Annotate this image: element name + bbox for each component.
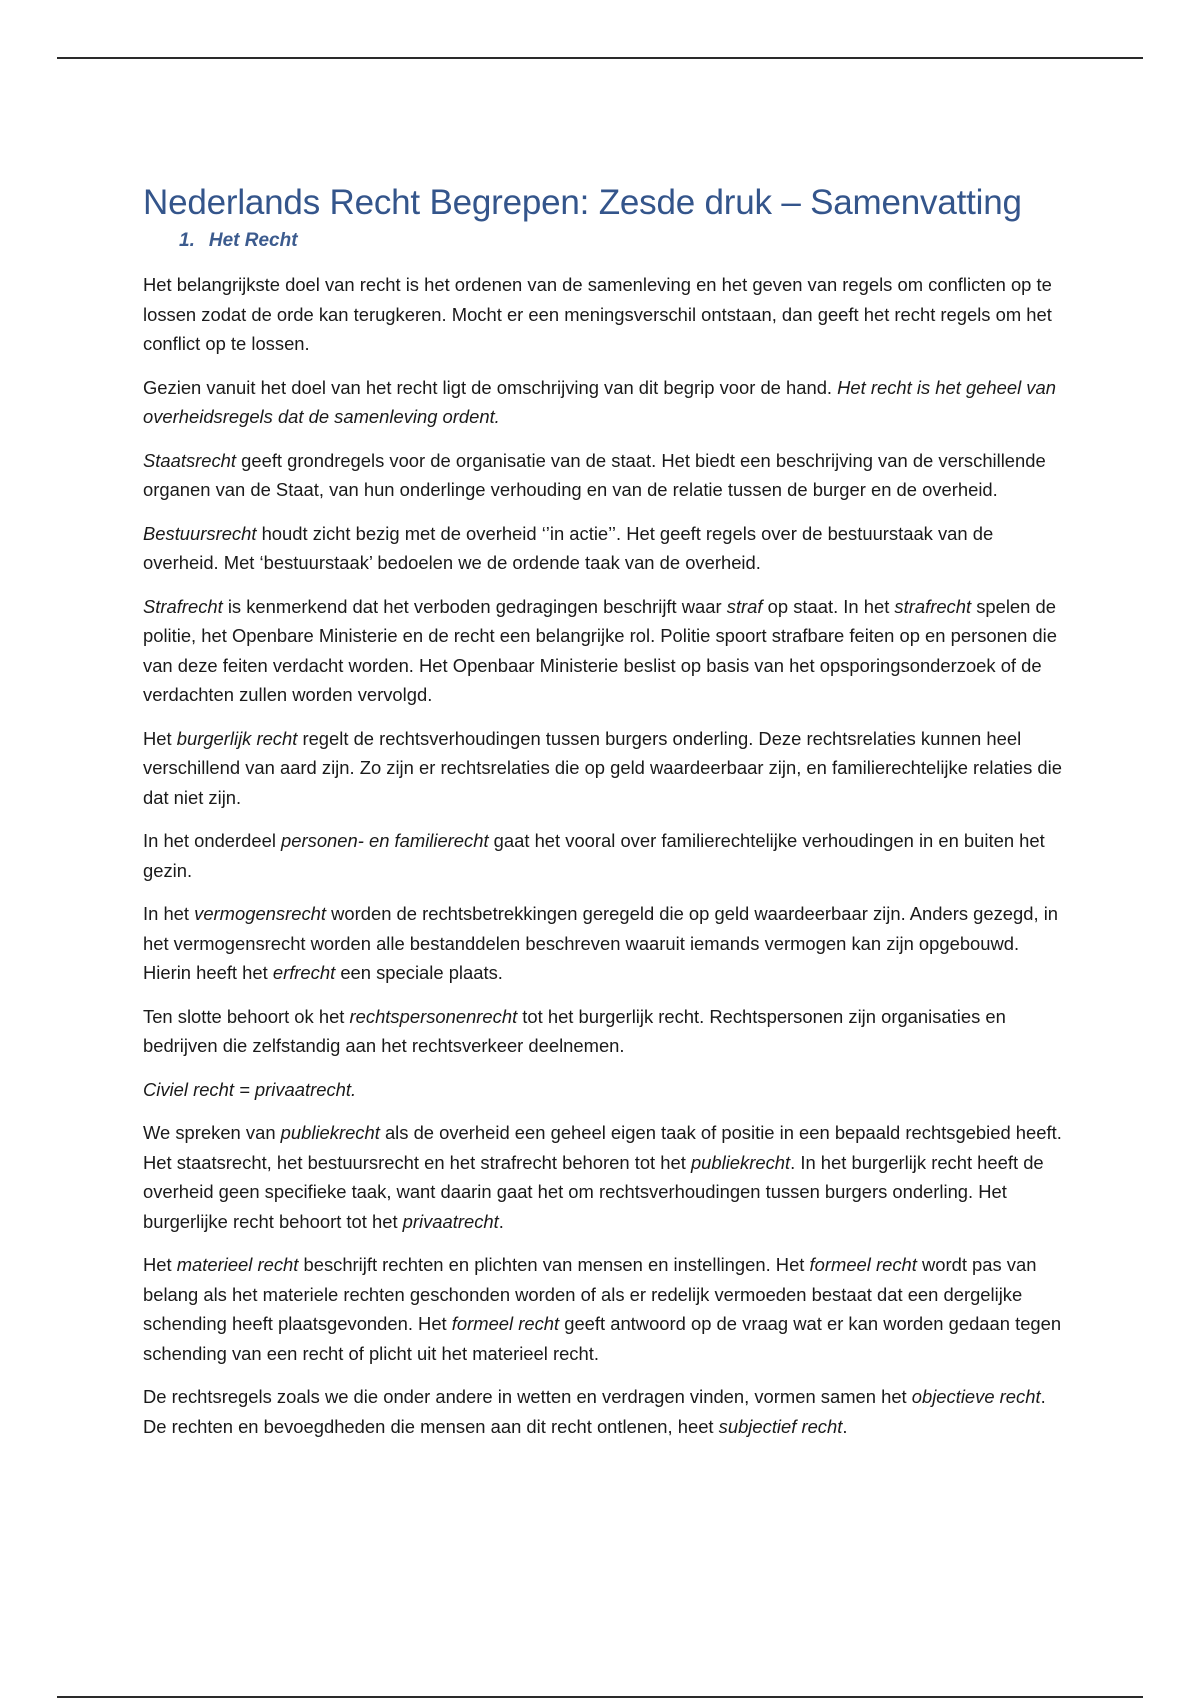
emphasized-term: Strafrecht [143,595,223,617]
body-paragraph [143,1075,1063,1105]
emphasized-term: Civiel recht = privaatrecht. [143,1078,357,1100]
emphasized-term: Staatsrecht [143,449,237,471]
text-run: . In het burgerlijk recht heeft de overheid geen specifieke taak, want daarin gaat het om rechtsverhoudingen tussen burgers onderling. Het burgerlijke recht behoort tot het [143,1151,1044,1232]
body-paragraph [143,1002,1063,1061]
section-heading [179,226,1063,256]
text-run: beschrijft rechten en plichten van mensen en instellingen. Het [298,1254,810,1275]
emphasized-term: privaatrecht [402,1210,499,1232]
text-run: De rechtsregels zoals we die onder andere in wetten en verdragen vinden, vormen samen het [143,1386,912,1407]
header-rule [57,57,1143,59]
emphasized-term: publiekrecht [690,1151,791,1173]
document-page [143,180,1063,1455]
document-title: Nederlands Recht Begrepen: Zesde druk – Samenvatting [143,183,1022,222]
text-run: geeft antwoord op de vraag wat er kan worden gedaan tegen schending van een recht of plicht uit het materieel recht. [143,1313,1062,1364]
text-run: houdt zicht bezig met de overheid ‘’in actie’’. Het geeft regels over de bestuurstaak van de overheid. Met ‘bestuurstaak’ bedoelen we de ordende taak van de overheid. [143,522,994,573]
body-paragraph [143,592,1063,710]
emphasized-term: subjectief recht [718,1415,843,1437]
text-run: op staat. In het [762,595,895,617]
emphasized-term: strafrecht [894,595,972,617]
text-run: Ten slotte behoort ok het [143,1005,350,1027]
text-run: Gezien vanuit het doel van het recht ligt de omschrijving van dit begrip voor de hand. [143,376,838,398]
emphasized-term: formeel recht [451,1313,560,1334]
body-paragraph [143,270,1063,359]
emphasized-term: erfrecht [272,962,336,983]
text-run: is kenmerkend dat het verboden gedragingen beschrijft waar [222,595,727,617]
body-paragraph [143,826,1063,885]
text-run: . De rechten en bevoegdheden die mensen aan dit recht ontlenen, heet [143,1386,1046,1437]
emphasized-term: formeel recht [809,1254,917,1275]
text-run: Het belangrijkste doel van recht is het ordenen van de samenleving en het geven van regels om conflicten op te lossen zodat de orde kan terugkeren. Mocht er een meningsverschil ontstaan, dan geeft het recht regels om het conflict op te lossen. [143,274,1052,354]
body-paragraph [143,1382,1063,1441]
text-run: . [498,1210,504,1232]
emphasized-term: rechtspersonenrecht [349,1005,518,1027]
text-run: . [842,1415,848,1437]
emphasized-term: straf [726,595,763,617]
emphasized-term: vermogensrecht [194,903,326,924]
emphasized-term: Bestuursrecht [143,522,257,544]
body-paragraph [143,446,1063,505]
text-run: regelt de rechtsverhoudingen tussen burgers onderling. Deze rechtsrelaties kunnen heel verschillend van aard zijn. Zo zijn er rechtsrelaties die op geld waardeerbaar zijn, en familierechtelijke relaties die dat niet zijn. [143,727,1062,808]
text-run: In het [143,903,195,924]
body-paragraph [143,519,1063,578]
body-paragraph [143,724,1063,813]
text-run: Het [143,1254,177,1275]
body-paragraph [143,373,1063,432]
emphasized-term: materieel recht [176,1254,299,1275]
footer-rule [57,1696,1143,1698]
text-run: een speciale plaats. [335,962,503,983]
emphasized-term: objectieve recht [911,1386,1041,1407]
section-label: Het Recht [208,230,298,251]
emphasized-term: publiekrecht [280,1122,380,1143]
body-paragraph [143,1250,1063,1368]
emphasized-term: personen- en familierecht [281,830,489,851]
body-paragraph [143,899,1063,988]
text-run: gaat het vooral over familierechtelijke verhoudingen in en buiten het gezin. [143,830,1045,881]
text-run: In het onderdeel [143,830,282,851]
text-run: tot het burgerlijk recht. Rechtspersonen zijn organisaties en bedrijven die zelfstandig aan het rechtsverkeer deelnemen. [143,1005,1006,1056]
section-number: 1. [179,230,195,251]
text-run: We spreken van [143,1122,281,1143]
text-run: spelen de politie, het Openbare Ministerie en de recht een belangrijke rol. Politie spoort strafbare feiten op en personen die van deze feiten verdacht worden. Het Openbaar Ministerie beslist op basis van het opsporingsonderzoek of de verdachten zullen worden vervolgd. [143,595,1057,705]
text-run: wordt pas van belang als het materiele rechten geschonden worden of als er redelijk vermoeden bestaat dat een dergelijke schending heeft plaatsgevonden. Het [143,1254,1037,1334]
emphasized-term: burgerlijk recht [176,727,298,749]
text-run: geeft grondregels voor de organisatie van de staat. Het biedt een beschrijving van de verschillende organen van de Staat, van hun onderlinge verhouding en van de relatie tussen de burger en de overheid. [143,449,1046,500]
text-run: als de overheid een geheel eigen taak of positie in een bepaald rechtsgebied heeft. Het staatsrecht, het bestuursrecht en het strafrecht behoren tot het [143,1122,1062,1173]
body-paragraph [143,1118,1063,1236]
emphasized-term: Het recht is het geheel van overheidsregels dat de samenleving ordent. [143,376,1056,427]
text-run: worden de rechtsbetrekkingen geregeld die op geld waardeerbaar zijn. Anders gezegd, in het vermogensrecht worden alle bestanddelen beschreven waaruit iemands vermogen kan zijn opgebouwd. Hierin heeft het [143,903,1059,983]
text-run: Het [143,727,177,749]
document-body [143,270,1063,1441]
